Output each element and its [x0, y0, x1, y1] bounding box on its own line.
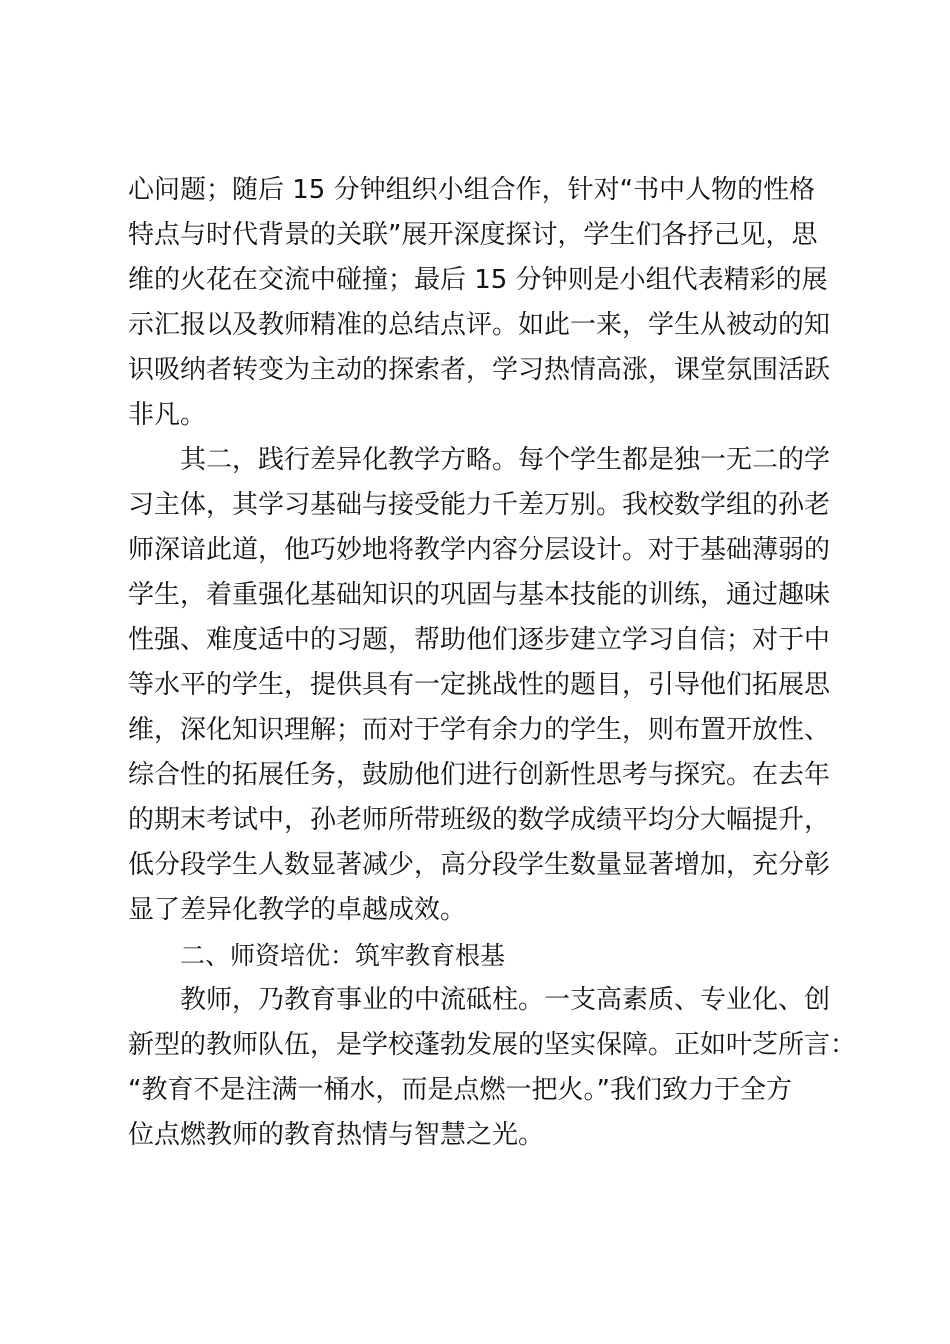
text-line: 师深谙此道，他巧妙地将教学内容分层设计。对于基础薄弱的	[128, 535, 831, 565]
document-body	[128, 168, 857, 1158]
text-line: 习主体，其学习基础与接受能力千差万别。我校数学组的孙老	[128, 490, 831, 520]
text-line: “教育不是注满一桶水，而是点燃一把火。”我们致力于全方	[128, 1075, 792, 1105]
text-line: 性强、难度适中的习题，帮助他们逐步建立学习自信；对于中	[128, 625, 831, 655]
text-line: 特点与时代背景的关联”展开深度探讨，学生们各抒己见，思	[128, 220, 818, 250]
paragraph-3	[128, 978, 857, 1158]
text-line: 的期末考试中，孙老师所带班级的数学成绩平均分大幅提升，	[128, 805, 831, 835]
text-line: 教师，乃教育事业的中流砥柱。一支高素质、专业化、创	[180, 985, 831, 1015]
section-heading: 二、师资培优：筑牢教育根基	[180, 941, 506, 970]
text-line: 新型的教师队伍，是学校蓬勃发展的坚实保障。正如叶芝所言：	[128, 1030, 857, 1060]
text-line: 显了差异化教学的卓越成效。	[128, 895, 467, 925]
text-line: 识吸纳者转变为主动的探索者，学习热情高涨，课堂氛围活跃	[128, 355, 831, 385]
text-line: 非凡。	[128, 400, 207, 430]
text-line: 等水平的学生，提供具有一定挑战性的题目，引导他们拓展思	[128, 670, 831, 700]
text-line: 综合性的拓展任务，鼓励他们进行创新性思考与探究。在去年	[128, 760, 831, 790]
text-line: 低分段学生人数显著减少，高分段学生数量显著增加，充分彰	[128, 850, 831, 880]
text-line: 维的火花在交流中碰撞；最后 15 分钟则是小组代表精彩的展	[128, 265, 828, 295]
text-line: 心问题；随后 15 分钟组织小组合作，针对“书中人物的性格	[128, 175, 816, 205]
text-line: 位点燃教师的教育热情与智慧之光。	[128, 1120, 545, 1150]
paragraph-2	[128, 438, 832, 933]
text-line: 学生，着重强化基础知识的巩固与基本技能的训练，通过趣味	[128, 580, 831, 610]
paragraph-1	[128, 168, 832, 438]
text-line: 维，深化知识理解；而对于学有余力的学生，则布置开放性、	[128, 715, 831, 745]
text-line: 示汇报以及教师精准的总结点评。如此一来，学生从被动的知	[128, 310, 831, 340]
text-line: 其二，践行差异化教学方略。每个学生都是独一无二的学	[180, 445, 831, 475]
